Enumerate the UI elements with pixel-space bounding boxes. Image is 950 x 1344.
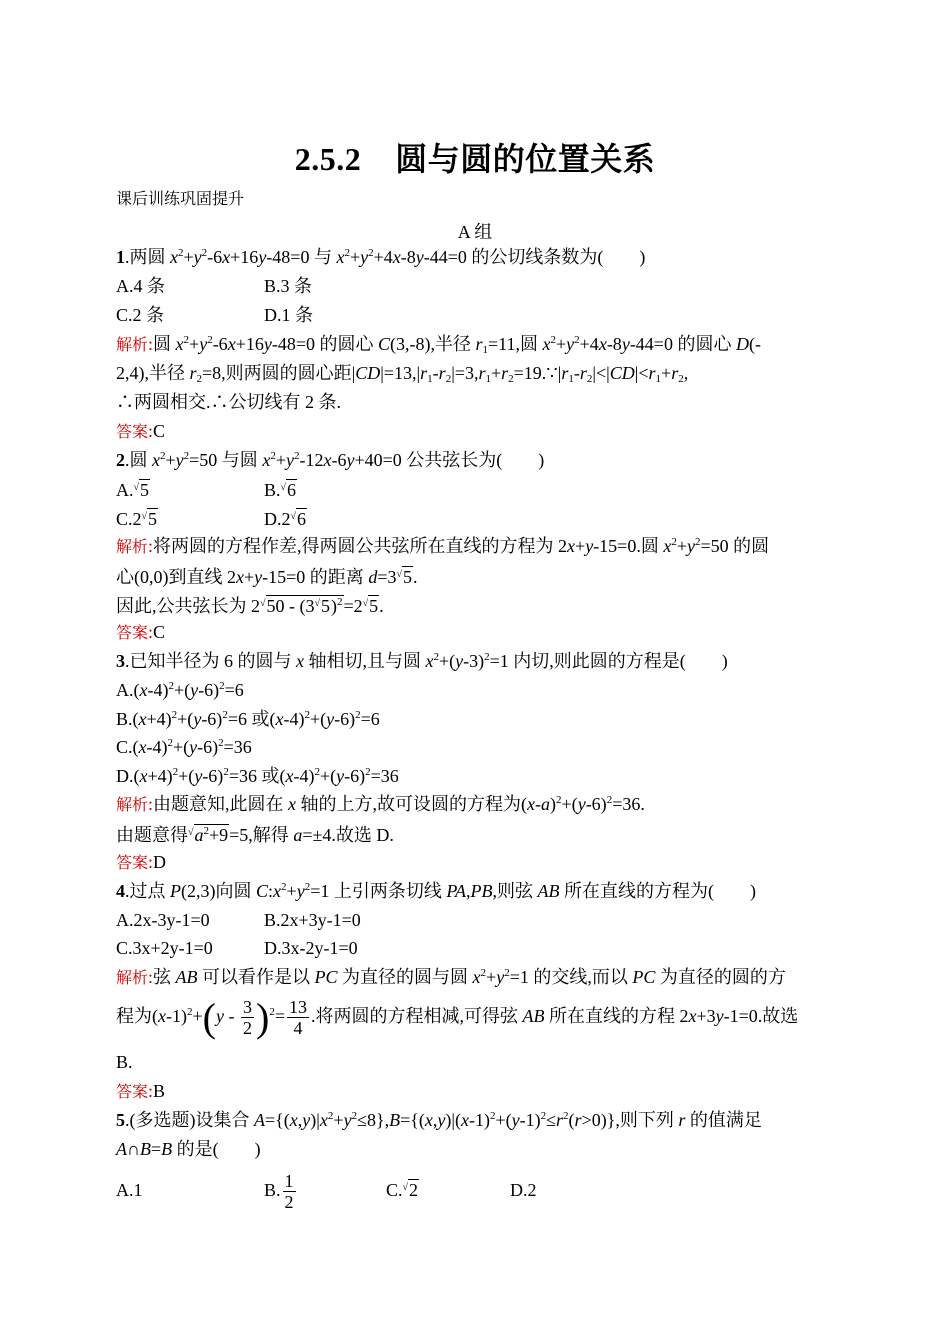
- q1-analysis-line2: 2,4),半径 $r_2=8$,则两圆的圆心距$|CD|=13,|r_1-r_2|=3,r_1+r_2=19.\because|r_1-r_2|<|CD|<r_1+r_2$,: [116, 363, 689, 385]
- q1-option-a: A.4 条: [116, 276, 165, 296]
- q4-analysis-line3: B.: [116, 1052, 133, 1072]
- q3-option-a: $A.(x-4)^2+(y-6)^2=6$: [116, 680, 244, 700]
- q2-analysis-line2: 心(0,0)到直线 2x+y-15=0 的距离 d=3√5.: [116, 567, 418, 587]
- analysis-label: 解析: [116, 335, 149, 354]
- q1-options-row1: [116, 274, 312, 298]
- q2-stem: 2.圆 $x^2+y^2=50$ 与圆 $x^2+y^2-12x-6y+40=0$ 公共弦长为( ): [116, 450, 545, 470]
- answer-label: 答案: [116, 422, 149, 441]
- section-title: 圆与圆的位置关系: [395, 140, 656, 178]
- q4-analysis-line1: 解析:弦 AB 可以看作是以 PC 为直径的圆与圆 $x^2+y^2=1$ 的交线,而以 PC 为直径的圆的方: [116, 967, 786, 987]
- q3-option-d: $D.(x+4)^2+(y-6)^2=36$ 或$(x-4)^2+(y-6)^2=36$: [116, 766, 399, 786]
- q5-option-c: C.√2: [386, 1180, 419, 1200]
- q2-option-d: D.2√6: [264, 509, 306, 529]
- q2-options-row2: [116, 505, 307, 531]
- q3-option-b: $B.(x+4)^2+(y-6)^2=6$ 或$(x-4)^2+(y-6)^2=6$: [116, 709, 380, 729]
- q4-option-c: C.3x+2y-1=0: [116, 938, 213, 958]
- q1-option-b: B.3 条: [264, 276, 313, 296]
- q4-options-row1: [116, 908, 361, 932]
- q1-answer-value: C: [153, 421, 166, 441]
- q4-number: 4: [116, 881, 125, 901]
- q1-answer: 答案:C: [116, 421, 166, 441]
- q2-option-b: B.√6: [264, 480, 297, 500]
- q2-analysis-line3: 因此,公共弦长为 $2^√50 - (3^√5)^2=2^√5$.: [116, 596, 384, 616]
- q3-stem: 3.已知半径为 6 的圆与 x 轴相切,且与圆 $x^2+(y-3)^2=1$ 内切,则此圆的方程是( ): [116, 651, 728, 671]
- subtitle: 课后训练巩固提升: [116, 189, 245, 208]
- q4-answer-value: B: [153, 1081, 166, 1101]
- q5-number: 5: [116, 1110, 125, 1130]
- q4-answer: 答案:B: [116, 1081, 166, 1101]
- q3-answer-value: D: [153, 852, 167, 872]
- q2-number: 2: [116, 450, 125, 470]
- q4-option-a: A.2x-3y-1=0: [116, 910, 210, 930]
- q4-option-b: B.2x+3y-1=0: [264, 910, 361, 930]
- q4-options-row2: [116, 936, 358, 960]
- q4-analysis-line2: 程为$(x-1)^2+(y$ - $\frac{3}{2}$ )$^2$= $\frac{13}{4}$ .将两圆的方程相减,可得弦 AB 所在直线的方程 2x+3y-1=0.故选: [116, 994, 799, 1040]
- page-title: [0, 134, 950, 180]
- q5-option-d: D.2: [510, 1180, 537, 1200]
- q3-answer: 答案:D: [116, 852, 167, 872]
- group-label: A 组: [457, 222, 493, 242]
- q1-analysis-line1: 解析:圆 $x^2+y^2-6x+16y-48=0$ 的圆心 C(3,-8),半径 $r_1=11$,圆 $x^2+y^2+4x-8y-44=0$ 的圆心 D(-: [116, 334, 761, 356]
- q5-option-a: A.1: [116, 1180, 143, 1200]
- q5-stem-line2: A∩B=B 的是( ): [116, 1139, 261, 1159]
- q5-options: [116, 1166, 537, 1212]
- q4-option-d: D.3x-2y-1=0: [264, 938, 358, 958]
- q1-option-d: D.1 条: [264, 305, 313, 325]
- q1-options-row2: [116, 303, 313, 327]
- q5-option-b: B. $\frac{1}{2}$: [264, 1171, 294, 1213]
- q3-analysis-line1: 解析:由题意知,此圆在 x 轴的上方,故可设圆的方程为$(x-a)^2+(y-6)^2=36$.: [116, 794, 645, 814]
- q2-option-c: C.2√5: [116, 509, 158, 529]
- q1-stem: 1.两圆 $x^2+y^2-6x+16y-48=0$ 与 $x^2+y^2+4x-8y-44=0$ 的公切线条数为( ): [116, 247, 646, 267]
- q1-option-c: C.2 条: [116, 305, 165, 325]
- q3-option-c: $C.(x-4)^2+(y-6)^2=36$: [116, 737, 252, 757]
- section-number: 2.5.2: [294, 141, 362, 177]
- q3-number: 3: [116, 651, 125, 671]
- q2-option-a: A.√5: [116, 480, 149, 500]
- q2-options-row1: [116, 476, 297, 502]
- q3-analysis-line2: 由题意得$^√a^2+9=5$,解得 a=±4.故选 D.: [116, 825, 394, 845]
- q4-stem: 4.过点 P(2,3)向圆 $C:x^2+y^2=1$ 上引两条切线 PA,PB,则弦 AB 所在直线的方程为( ): [116, 881, 757, 901]
- q5-stem-line1: 5.(多选题)设集合 $A=\{(x,y)|x^2+y^2\le 8\},B=\{(x,y)|(x-1)^2+(y-1)^2\le r^2(r>0)\}$,则下列 r 的值满足: [116, 1110, 762, 1130]
- q1-analysis-line3: ∴两圆相交.∴公切线有 2 条.: [116, 392, 341, 412]
- q1-number: 1: [116, 247, 125, 267]
- q2-answer-value: C: [153, 622, 166, 642]
- q2-answer: 答案:C: [116, 622, 166, 642]
- q2-analysis-line1: 解析:将两圆的方程作差,得两圆公共弦所在直线的方程为 2x+y-15=0.圆 $x^2+y^2=50$ 的圆: [116, 536, 770, 556]
